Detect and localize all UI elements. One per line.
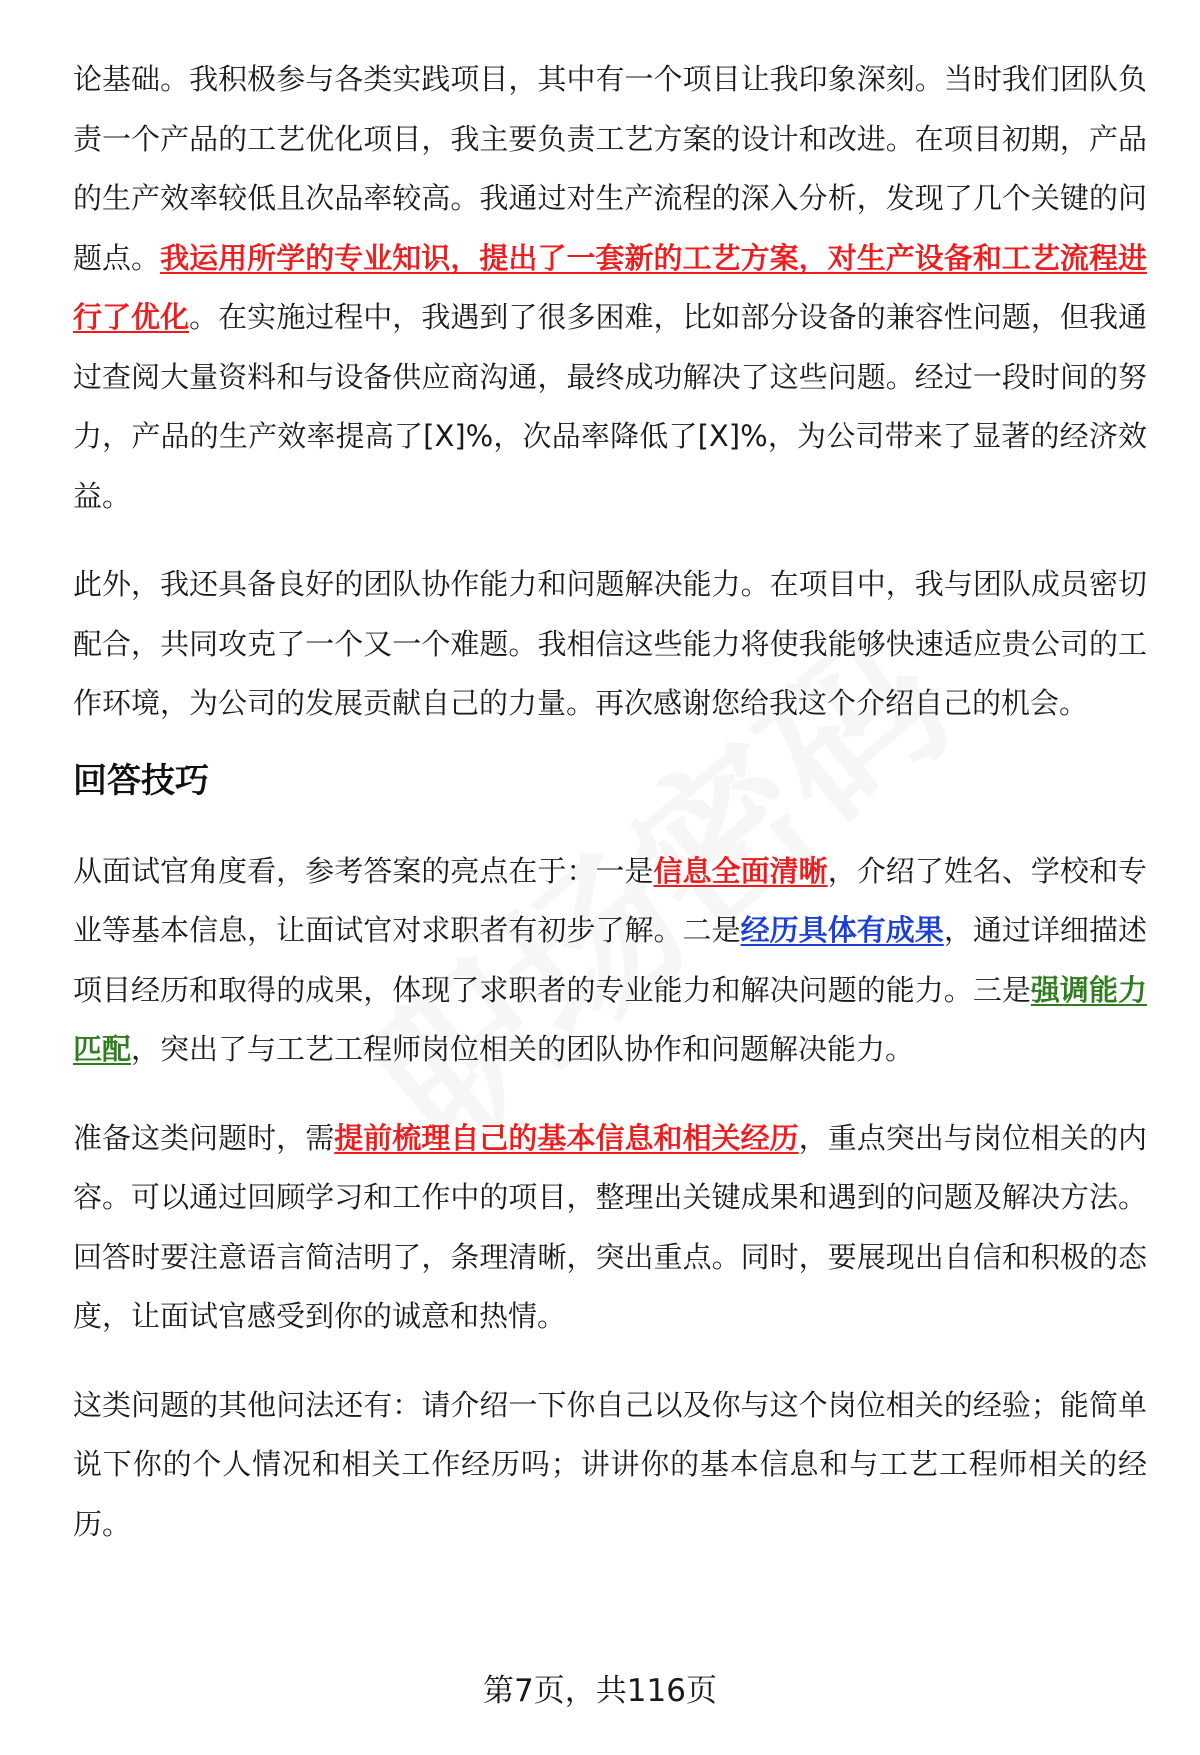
highlight-blue: 经历具体有成果 xyxy=(740,913,944,947)
highlight-red: 提前梳理自己的基本信息和相关经历 xyxy=(334,1120,799,1155)
paragraph-teamwork: 此外，我还具备良好的团队协作能力和问题解决能力。在项目中，我与团队成员密切配合，共同攻克了一个又一个难题。我相信这些能力将使我能够快速适应贵公司的工作环境，为公司的发展贡献自己的力量。再次感谢您给我这个介绍自己的机会。 xyxy=(73,567,1147,720)
highlight-green: 强调能力匹配 xyxy=(73,972,1147,1066)
text-segment: ，突出了与工艺工程师岗位相关的团队协作和问题解决能力。 xyxy=(131,1032,915,1066)
text-segment: 从面试官角度看，参考答案的亮点在于：一是 xyxy=(73,853,654,888)
paragraph-highlights xyxy=(73,842,1147,1080)
paragraph-alternatives: 这类问题的其他问法还有：请介绍一下你自己以及你与这个岗位相关的经验；能简单说下你的个人情况和相关工作经历吗；讲讲你的基本信息和与工艺工程师相关的经历。 xyxy=(73,1387,1147,1541)
paragraph-preparation xyxy=(73,1109,1147,1347)
text-segment: 。在实施过程中，我遇到了很多困难，比如部分设备的兼容性问题，但我通过查阅大量资料和与设备供应商沟通，最终成功解决了这些问题。经过一段时间的努力，产品的生产效率提高了[X]%，次品率降低了[X]%，为公司带来了显著的经济效益。 xyxy=(73,300,1147,513)
highlight-red: 信息全面清晰 xyxy=(653,853,828,888)
text-segment: 准备这类问题时，需 xyxy=(73,1120,335,1155)
text-segment: 论基础。我积极参与各类实践项目，其中有一个项目让我印象深刻。当时我们团队负责一个产品的工艺优化项目，我主要负责工艺方案的设计和改进。在项目初期，产品的生产效率较低且次品率较高。我通过对生产流程的深入分析，发现了几个关键的问题点。 xyxy=(73,62,1147,275)
highlight-red: 我运用所学的专业知识，提出了一套新的工艺方案，对生产设备和工艺流程进行了优化 xyxy=(73,240,1147,334)
page-number: 第7页，共116页 xyxy=(483,1673,717,1709)
text-segment: ，介绍了姓名、学校和专业等基本信息，让面试官对求职者有初步了解。二是 xyxy=(73,853,1147,947)
text-segment: ，重点突出与岗位相关的内容。可以通过回顾学习和工作中的项目，整理出关键成果和遇到的问题及解决方法。回答时要注意语言简洁明了，条理清晰，突出重点。同时，要展现出自信和积极的态度，让面试官感受到你的诚意和热情。 xyxy=(73,1120,1147,1333)
section-heading: 回答技巧 xyxy=(73,760,209,801)
paragraph-project-experience xyxy=(73,50,1147,526)
text-segment: ，通过详细描述项目经历和取得的成果，体现了求职者的专业能力和解决问题的能力。三是 xyxy=(73,913,1147,1007)
document-page xyxy=(73,50,1147,1554)
